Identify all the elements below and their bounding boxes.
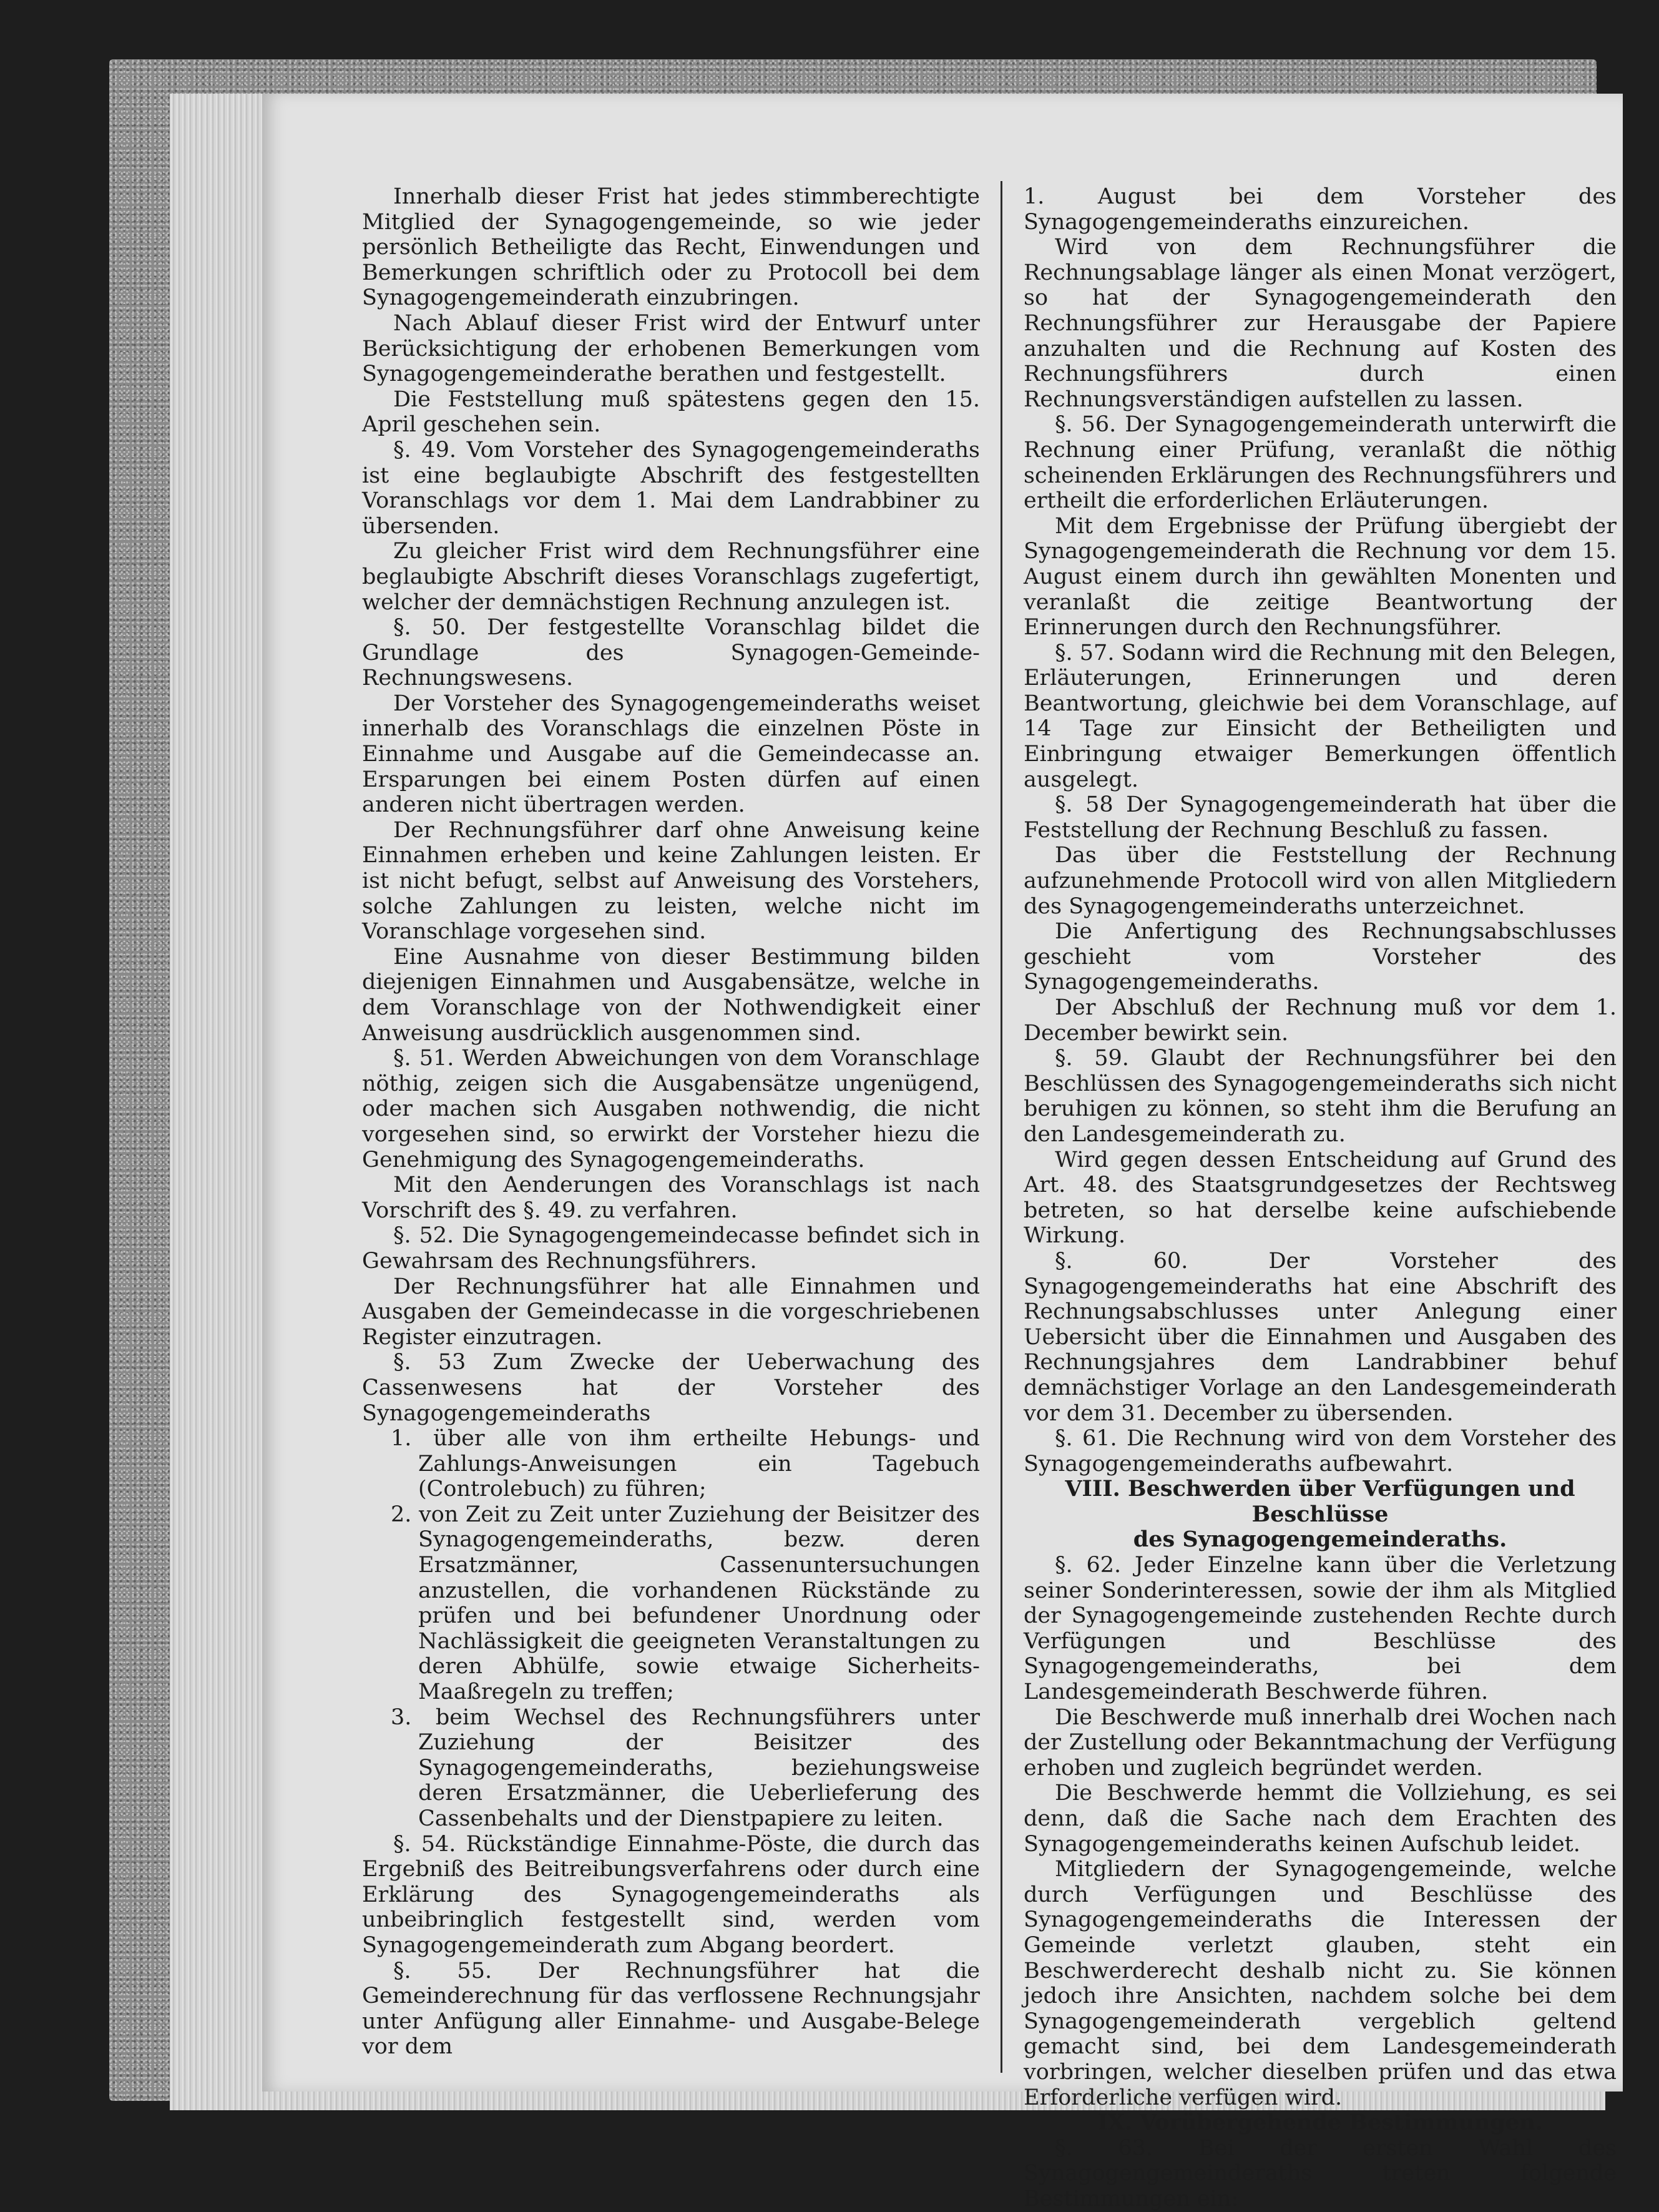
- paragraph: Eine Ausnahme von dieser Bestimmung bilden diejenigen Einnahmen und Ausgabensätze, welche in dem Voranschlage von der Nothwendigkeit einer Anweisung ausdrücklich ausgenommen sind.: [362, 944, 980, 1046]
- list-item: 2. von Zeit zu Zeit unter Zuziehung der Beisitzer des Synagogengemeinderaths, bezw. deren Ersatzmänner, Cassenuntersuchungen anzustellen, die vorhandenen Rückstände zu prüfen und bei befundener Unordnung oder Nachlässigkeit die geeigneten Veranstaltungen zu deren Abhülfe, sowie etwaige Sicherheits-Maaßregeln zu treffen;: [391, 1502, 980, 1705]
- paragraph: §. 54. Rückständige Einnahme-Pöste, die durch das Ergebniß des Beitreibungsverfahrens oder durch eine Erklärung des Synagogengemeinderaths als unbeibringlich festgestellt sind, werden vom Synagogengemeinderath zum Abgang beordert.: [362, 1831, 980, 1958]
- paragraph: §. 49. Vom Vorsteher des Synagogengemeinderaths ist eine beglaubigte Abschrift des festgestellten Voranschlags vor dem 1. Mai dem Landrabbiner zu übersenden.: [362, 437, 980, 539]
- paragraph: §. 58 Der Synagogengemeinderath hat über die Feststellung der Rechnung Beschluß zu fassen.: [1024, 792, 1617, 843]
- right-column: [1024, 184, 1617, 2212]
- column-divider: [1001, 181, 1002, 2073]
- paragraph: §. 59. Glaubt der Rechnungsführer bei den Beschlüssen des Synagogengemeinderaths sich nicht beruhigen zu können, so steht ihm die Berufung an den Landesgemeinderath zu.: [1024, 1046, 1617, 1147]
- paragraph: §. 52. Die Synagogengemeindecasse befindet sich in Gewahrsam des Rechnungsführers.: [362, 1223, 980, 1274]
- paragraph: §. 62. Jeder Einzelne kann über die Verletzung seiner Sonderinteressen, sowie der ihm als Mitglied der Synagogengemeinde zustehenden Rechte durch Verfügungen und Beschlüsse des Synagogengemeinderaths, bei dem Landesgemeinderath Beschwerde führen.: [1024, 1553, 1617, 1705]
- left-column: [362, 184, 980, 2060]
- paragraph: Wird gegen dessen Entscheidung auf Grund des Art. 48. des Staatsgrundgesetzes der Rechtsweg betreten, so hat derselbe keine aufschiebende Wirkung.: [1024, 1147, 1617, 1249]
- paragraph: §. 56. Der Synagogengemeinderath unterwirft die Rechnung einer Prüfung, veranlaßt die nöthig scheinenden Erklärungen des Rechnungsführers und ertheilt die erforderlichen Erläuterungen.: [1024, 412, 1617, 514]
- list-item: 1. über alle von ihm ertheilte Hebungs- und Zahlungs-Anweisungen ein Tagebuch (Controlebuch) zu führen;: [391, 1426, 980, 1502]
- paragraph: §. 53 Zum Zwecke der Ueberwachung des Cassenwesens hat der Vorsteher des Synagogengemeinderaths: [362, 1350, 980, 1426]
- paragraph: Das über die Feststellung der Rechnung aufzunehmende Protocoll wird von allen Mitgliedern des Synagogengemeinderaths unterzeichnet.: [1024, 843, 1617, 919]
- paragraph: Mitgliedern der Synagogengemeinde, welche durch Verfügungen und Beschlüsse des Synagogengemeinderaths die Interessen der Gemeinde verletzt glauben, steht ein Beschwerderecht deshalb nicht zu. Sie können jedoch ihre Ansichten, nachdem solche bei dem Synagogengemeinderath vergeblich geltend gemacht sind, bei dem Landesgemeinderath vorbringen, welcher dieselben prüfen und das etwa Erforderliche verfügen wird.: [1024, 1857, 1617, 2110]
- paragraph: Der Abschluß der Rechnung muß vor dem 1. December bewirkt sein.: [1024, 995, 1617, 1046]
- paragraph: Die Beschwerde muß innerhalb drei Wochen nach der Zustellung oder Bekanntmachung der Verfügung erhoben und zugleich begründet werden.: [1024, 1704, 1617, 1781]
- section-heading-viii-line2: des Synagogengemeinderaths.: [1133, 1526, 1507, 1553]
- paragraph: §. 60. Der Vorsteher des Synagogengemeinderaths hat eine Abschrift des Rechnungsabschlusses unter Anlegung einer Uebersicht über die Einnahmen und Ausgaben des Rechnungsjahres dem Landrabbiner behuf demnächstiger Vorlage an den Landesgemeinderath vor dem 31. December zu übersenden.: [1024, 1248, 1617, 1426]
- paragraph: Mit den Aenderungen des Voranschlags ist nach Vorschrift des §. 49. zu verfahren.: [362, 1172, 980, 1223]
- paragraph: §. 50. Der festgestellte Voranschlag bildet die Grundlage des Synagogen-Gemeinde-Rechnungswesens.: [362, 615, 980, 691]
- paragraph: 1. August bei dem Vorsteher des Synagogengemeinderaths einzureichen.: [1024, 184, 1617, 235]
- section-heading-viii: VIII. Beschwerden über Verfügungen und Beschlüsse: [1065, 1476, 1575, 1527]
- paragraph: Die Beschwerde hemmt die Vollziehung, es sei denn, daß die Sache nach dem Erachten des Synagogengemeinderaths keinen Aufschub leidet.: [1024, 1781, 1617, 1857]
- paragraph: Der Rechnungsführer darf ohne Anweisung keine Einnahmen erheben und keine Zahlungen leisten. Er ist nicht befugt, selbst auf Anweisung des Vorstehers, solche Zahlungen zu leisten, welche nicht im Voranschlage vorgesehen sind.: [362, 817, 980, 945]
- paragraph: Die Feststellung muß spätestens gegen den 15. April geschehen sein.: [362, 386, 980, 438]
- paragraph: Wird von dem Rechnungsführer die Rechnungsablage länger als einen Monat verzögert, so hat der Synagogengemeinderath den Rechnungsführer zur Herausgabe der Papiere anzuhalten und die Rechnung auf Kosten des Rechnungsführers durch einen Rechnungsverständigen aufstellen zu lassen.: [1024, 235, 1617, 412]
- paragraph: Die Anfertigung des Rechnungsabschlusses geschieht vom Vorsteher des Synagogengemeinderaths.: [1024, 919, 1617, 995]
- paragraph: Innerhalb dieser Frist hat jedes stimmberechtigte Mitglied der Synagogengemeinde, so wie jeder persönlich Betheiligte das Recht, Einwendungen und Bemerkungen schriftlich oder zu Protocoll bei dem Synagogengemeinderath einzubringen.: [362, 184, 980, 311]
- paragraph: §. 51. Werden Abweichungen von dem Voranschlage nöthig, zeigen sich die Ausgabensätze ungenügend, oder machen sich Ausgaben nothwendig, die nicht vorgesehen sind, so erwirkt der Vorsteher hiezu die Genehmigung des Synagogengemeinderaths.: [362, 1046, 980, 1172]
- paragraph: §. 55. Der Rechnungsführer hat die Gemeinderechnung für das verflossene Rechnungsjahr unter Anfügung aller Einnahme- und Ausgabe-Belege vor dem: [362, 1958, 980, 2060]
- list-item: 3. beim Wechsel des Rechnungsführers unter Zuziehung der Beisitzer des Synagogengemeinderaths, beziehungsweise deren Ersatzmänner, die Ueberlieferung des Cassenbehalts und der Dienstpapiere zu leiten.: [391, 1704, 980, 1831]
- paragraph: §. 57. Sodann wird die Rechnung mit den Belegen, Erläuterungen, Erinnerungen und deren Beantwortung, gleichwie bei dem Voranschlage, auf 14 Tage zur Einsicht der Betheiligten und Einbringung etwaiger Bemerkungen öffentlich ausgelegt.: [1024, 640, 1617, 792]
- paragraph: §. 63. Bei der ersten Wahl des Synagogengemeinderaths treten folgende Bestimmungen ein:: [1024, 2135, 1617, 2211]
- paragraph: Zu gleicher Frist wird dem Rechnungsführer eine beglaubigte Abschrift dieses Voranschlags zugefertigt, welcher der demnächstigen Rechnung anzulegen ist.: [362, 539, 980, 615]
- paragraph: Der Rechnungsführer hat alle Einnahmen und Ausgaben der Gemeindecasse in die vorgeschriebenen Register einzutragen.: [362, 1274, 980, 1350]
- paragraph: Der Vorsteher des Synagogengemeinderaths weiset innerhalb des Voranschlags die einzelnen Pöste in Einnahme und Ausgabe auf die Gemeindecasse an. Ersparungen bei einem Posten dürfen auf einen anderen nicht übertragen werden.: [362, 691, 980, 818]
- section-heading-ix: IX. Vorübergehende Bestimmungen.: [1097, 2110, 1543, 2136]
- paragraph: Nach Ablauf dieser Frist wird der Entwurf unter Berücksichtigung der erhobenen Bemerkungen vom Synagogengemeinderathe berathen und festgestellt.: [362, 310, 980, 387]
- paragraph: Mit dem Ergebnisse der Prüfung übergiebt der Synagogengemeinderath die Rechnung vor dem 15. August einem durch ihn gewählten Monenten und veranlaßt die zeitige Beantwortung der Erinnerungen durch den Rechnungsführer.: [1024, 513, 1617, 641]
- paragraph: §. 61. Die Rechnung wird von dem Vorsteher des Synagogengemeinderaths aufbewahrt.: [1024, 1426, 1617, 1477]
